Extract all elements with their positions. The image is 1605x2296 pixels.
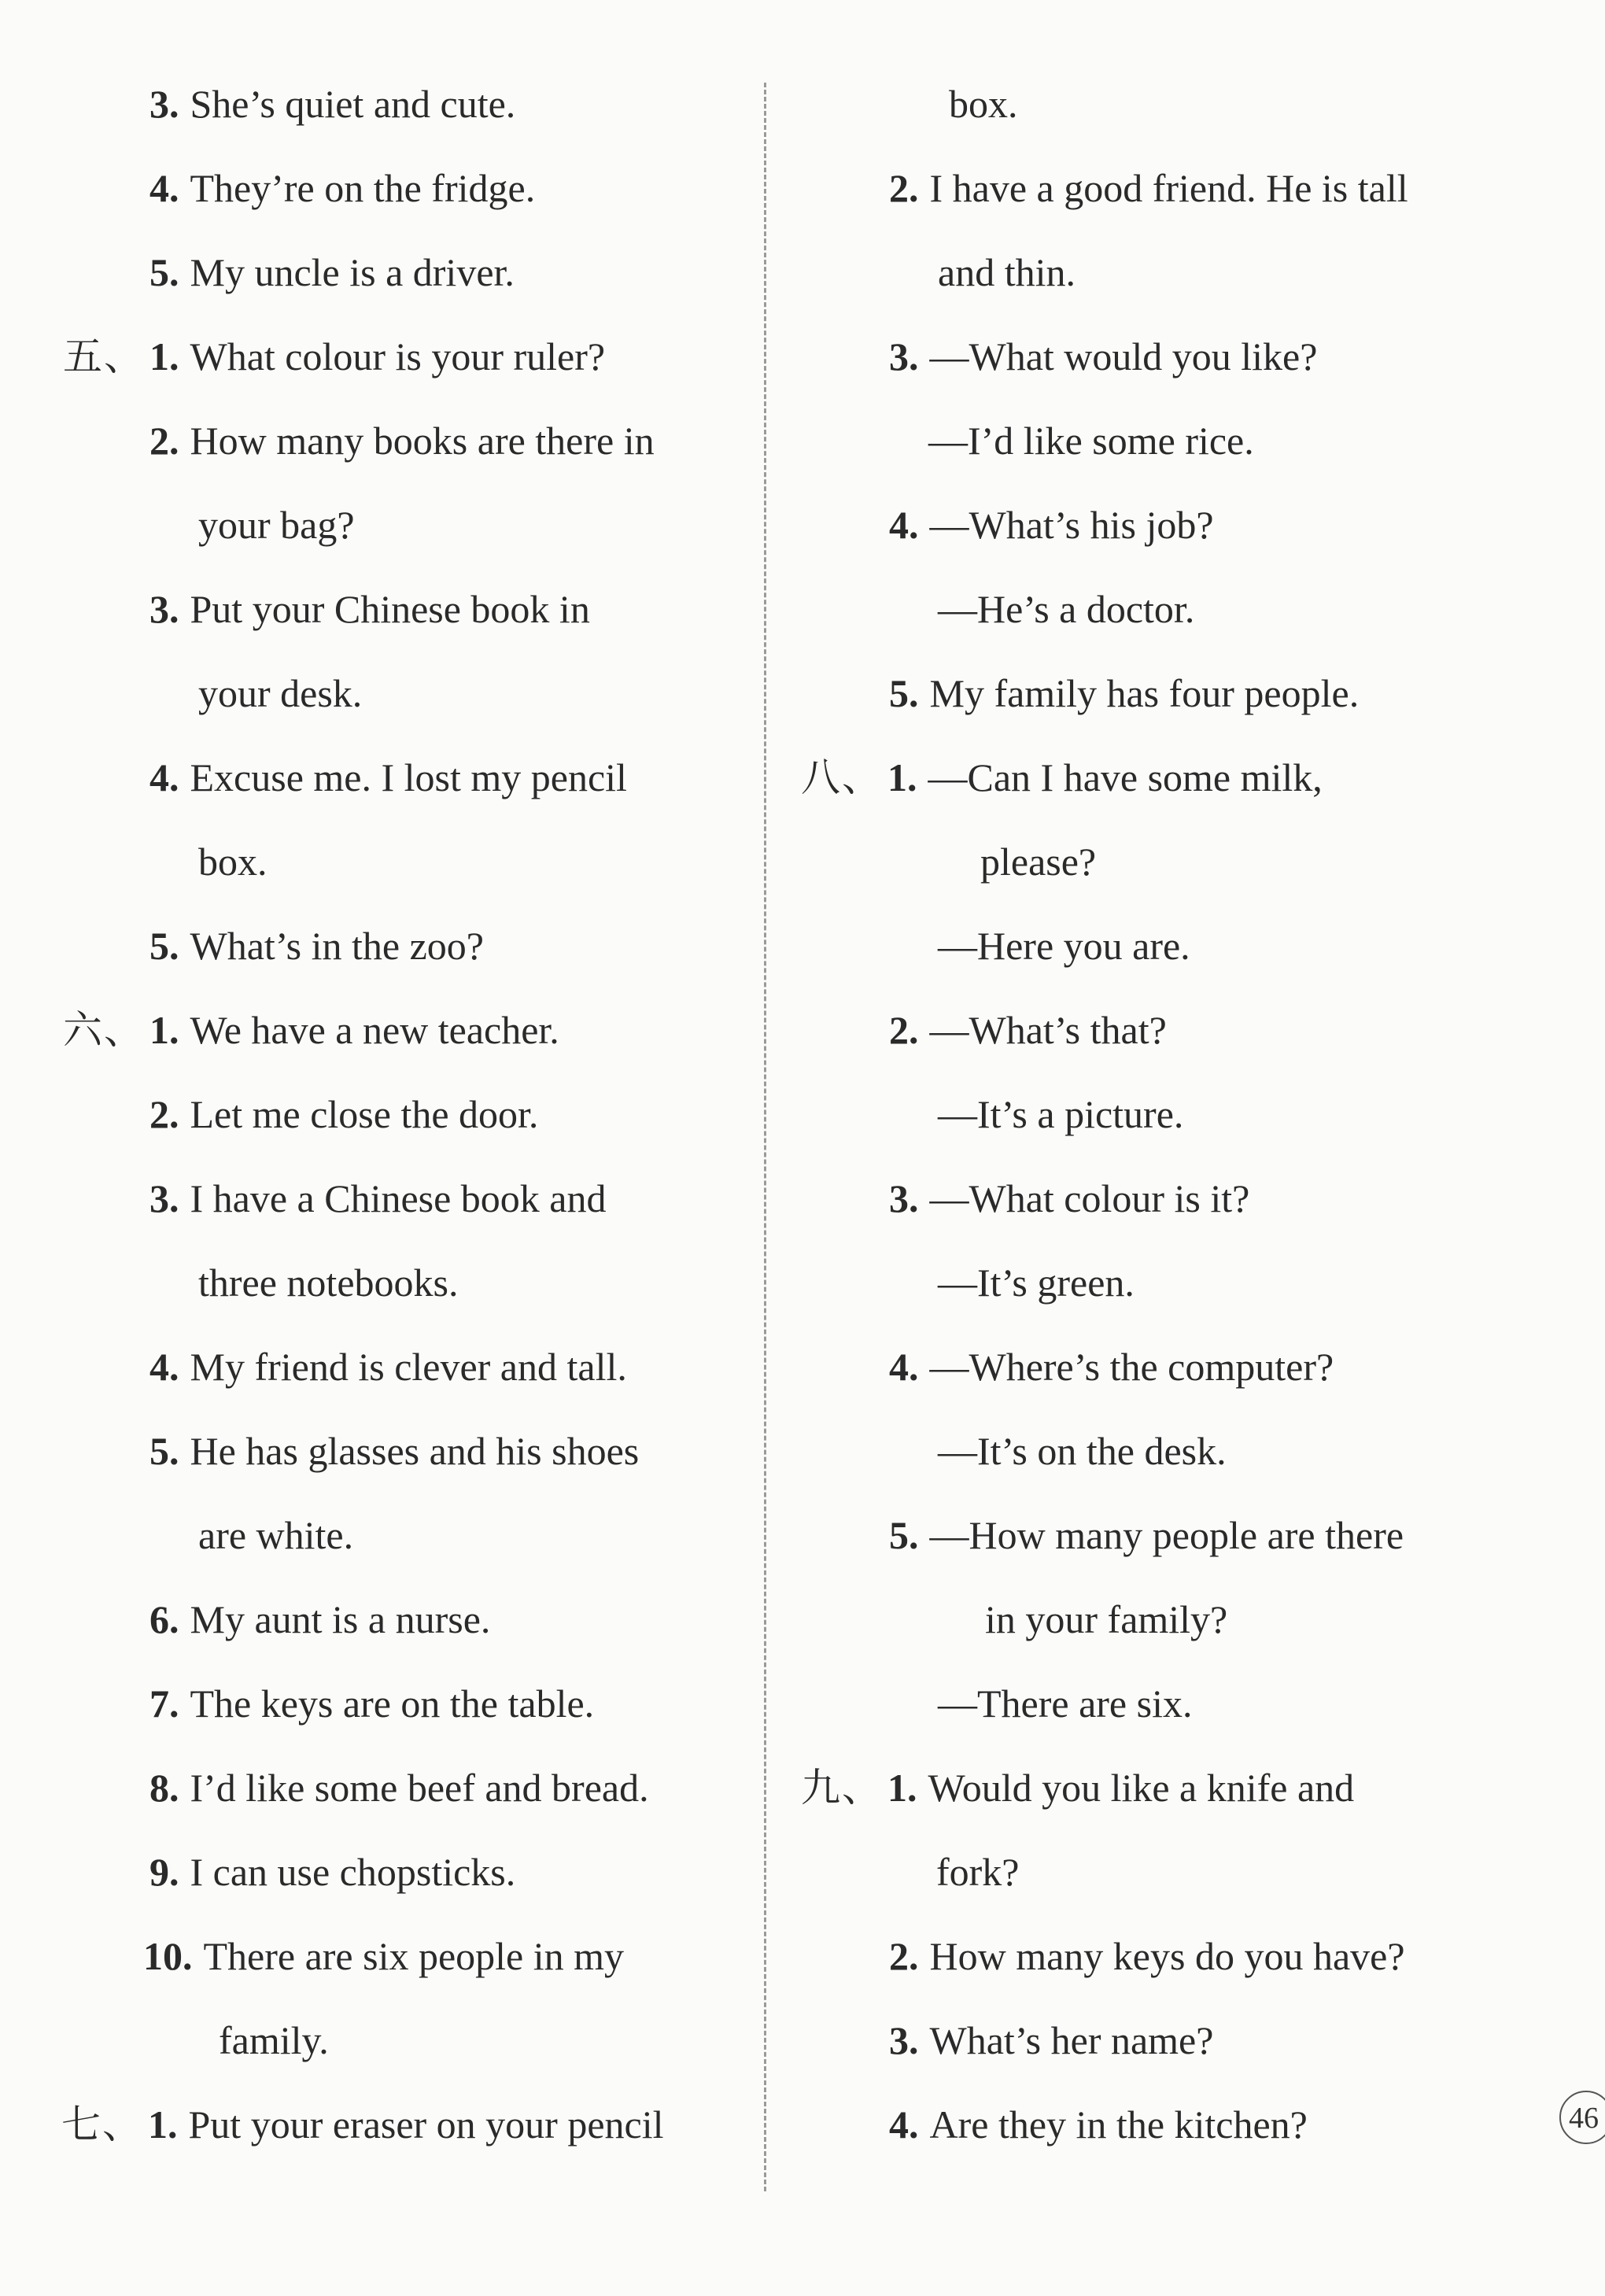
answer-line [149,80,515,127]
answer-text: My family has four people. [929,671,1360,715]
item-number: 4. [889,503,919,547]
answer-line [149,1427,639,1475]
answer-line [198,501,355,548]
answer-text: He has glasses and his shoes [190,1429,640,1473]
answer-line [889,1932,1405,1980]
answer-text: I have a Chinese book and [190,1176,607,1220]
item-number: 3. [149,82,179,126]
answer-line [889,670,1359,717]
answer-text: There are six people in my [203,1934,625,1978]
section-marker: 七、 [61,2102,143,2147]
answer-text: How many books are there in [190,419,655,463]
answer-line [149,754,627,801]
answer-line [889,1512,1404,1559]
answer-line [936,1848,1020,1895]
answer-text: —What colour is it? [929,1176,1250,1220]
item-number: 1. [148,2102,178,2147]
item-number: 3. [149,1176,179,1220]
answer-line [149,1596,490,1643]
answer-text: What colour is your ruler? [190,334,606,378]
column-divider [764,83,766,2191]
answer-text: —Can I have some milk, [928,755,1323,799]
answer-line [889,164,1408,212]
answer-text: in your family? [985,1597,1228,1641]
item-number: 5. [149,924,179,968]
answer-line [149,922,484,969]
answer-line [149,417,655,464]
answer-line [985,1596,1227,1643]
answer-line [889,1175,1249,1222]
answer-line [61,2101,664,2148]
answer-text: Put your eraser on your pencil [188,2102,664,2147]
answer-text: —What’s his job? [929,503,1214,547]
answer-text: —It’s a picture. [938,1092,1184,1136]
answer-line [198,1512,353,1559]
answer-line [149,1091,538,1138]
answer-text: —It’s on the desk. [938,1429,1227,1473]
item-number: 4. [149,755,179,799]
answer-line [889,2017,1213,2064]
answer-text: The keys are on the table. [190,1681,595,1726]
answer-line [889,333,1317,380]
answer-text: Let me close the door. [190,1092,539,1136]
answer-line [149,164,535,212]
answer-text: family. [219,2018,329,2062]
item-number: 1. [887,1766,917,1810]
answer-text: and thin. [938,250,1076,294]
item-number: 3. [889,2018,919,2062]
answer-line [889,2101,1308,2148]
answer-text: What’s in the zoo? [190,924,484,968]
answer-text: My friend is clever and tall. [190,1345,627,1389]
answer-text: —It’s green. [938,1261,1135,1305]
item-number: 2. [149,1092,179,1136]
answer-line [149,1343,627,1390]
answer-text: fork? [936,1850,1020,1894]
answer-line [219,2017,329,2064]
answer-line [149,1848,515,1895]
item-number: 5. [149,250,179,294]
answer-text: We have a new teacher. [190,1008,559,1052]
answer-text: She’s quiet and cute. [190,82,516,126]
item-number: 8. [149,1766,179,1810]
item-number: 4. [149,166,179,210]
answer-line [938,922,1190,969]
section-marker: 九、 [801,1766,883,1810]
answer-text: —What’s that? [929,1008,1167,1052]
answer-line [198,670,362,717]
item-number: 6. [149,1597,179,1641]
answer-text: Put your Chinese book in [190,587,590,631]
answer-text: are white. [198,1513,354,1557]
item-number: 1. [149,334,179,378]
item-number: 5. [149,1429,179,1473]
answer-text: —How many people are there [929,1513,1404,1557]
answer-text: box. [949,82,1018,126]
answer-text: What’s her name? [929,2018,1214,2062]
answer-text: Excuse me. I lost my pencil [190,755,627,799]
answer-text: Are they in the kitchen? [929,2102,1308,2147]
answer-text: Would you like a knife and [928,1766,1355,1810]
answer-text: box. [198,840,268,884]
answer-text: please? [980,840,1097,884]
item-number: 4. [889,2102,919,2147]
item-number: 2. [889,166,919,210]
answer-line [801,1764,1354,1811]
answer-text: —What would you like? [929,334,1318,378]
answer-text: My uncle is a driver. [190,250,515,294]
item-number: 1. [149,1008,179,1052]
answer-text: three notebooks. [198,1261,459,1305]
answer-line [198,838,268,885]
answer-line [889,1006,1167,1054]
answer-line [980,838,1096,885]
answer-text: —There are six. [938,1681,1193,1726]
item-number: 2. [889,1008,919,1052]
answer-line [801,754,1323,801]
answer-line [149,1764,649,1811]
item-number: 9. [149,1850,179,1894]
answer-line [938,585,1194,633]
answer-text: I’d like some beef and bread. [190,1766,649,1810]
section-marker: 八、 [801,755,883,799]
item-number: 4. [889,1345,919,1389]
answer-line [938,1091,1183,1138]
answer-line [63,333,605,380]
answer-line [149,249,515,296]
item-number: 1. [887,755,917,799]
answer-text: —Here you are. [938,924,1190,968]
answer-line [149,1175,607,1222]
item-number: 5. [889,671,919,715]
answer-text: your bag? [198,503,355,547]
item-number: 10. [143,1934,193,1978]
section-marker: 六、 [63,1008,145,1052]
item-number: 2. [889,1934,919,1978]
answer-line [198,1259,458,1306]
answer-line [949,80,1018,127]
answer-text: They’re on the fridge. [190,166,536,210]
answer-line [889,1343,1334,1390]
answer-line [938,249,1076,296]
answer-line [938,1259,1135,1306]
answer-line [938,1427,1227,1475]
answer-text: —I’d like some rice. [928,419,1254,463]
answer-text: your desk. [198,671,363,715]
answer-line [143,1932,624,1980]
answer-line [889,501,1214,548]
item-number: 4. [149,1345,179,1389]
item-number: 3. [889,1176,919,1220]
answer-text: —He’s a doctor. [938,587,1195,631]
page-number: 46 [1559,2091,1605,2144]
item-number: 5. [889,1513,919,1557]
answer-text: I can use chopsticks. [190,1850,516,1894]
answer-line [938,1680,1192,1727]
answer-line [63,1006,559,1054]
answer-text: My aunt is a nurse. [190,1597,491,1641]
item-number: 2. [149,419,179,463]
answer-line [149,1680,594,1727]
answer-line [928,417,1254,464]
section-marker: 五、 [63,334,145,378]
answer-line [149,585,590,633]
answer-text: How many keys do you have? [929,1934,1405,1978]
item-number: 3. [149,587,179,631]
answer-text: —Where’s the computer? [929,1345,1334,1389]
item-number: 3. [889,334,919,378]
item-number: 7. [149,1681,179,1726]
answer-text: I have a good friend. He is tall [929,166,1408,210]
